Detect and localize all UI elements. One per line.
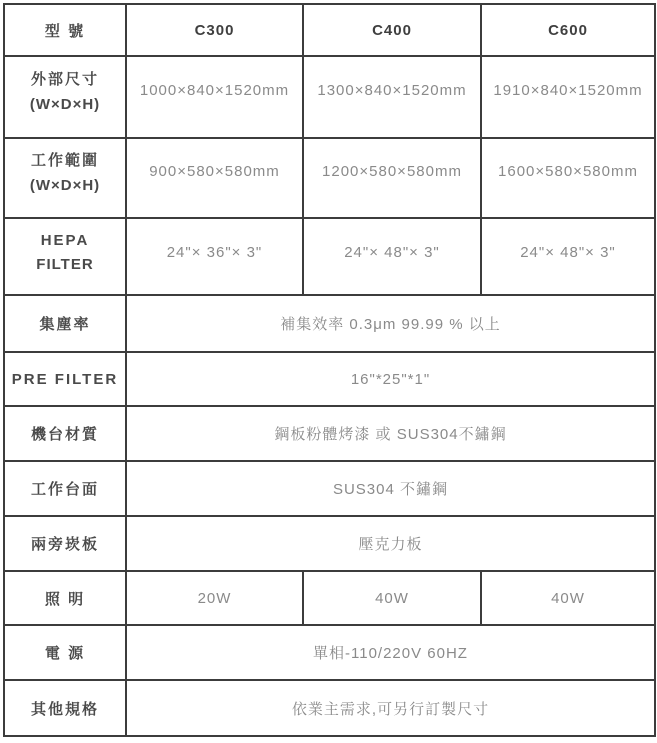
span-value-cell: SUS304 不鏽鋼	[126, 461, 655, 516]
row-label: 其他規格	[30, 700, 99, 718]
row-label-cell	[4, 138, 126, 218]
model-header-c400: C400	[303, 4, 481, 56]
row-label-cell	[4, 571, 126, 625]
row-label-cell	[4, 406, 126, 461]
table-row-other-specs	[4, 680, 655, 736]
table-row-outer-dimensions	[4, 56, 655, 138]
table-row-work-range	[4, 138, 655, 218]
table-row-lighting	[4, 571, 655, 625]
table-row-power	[4, 625, 655, 680]
row-label: 照 明	[44, 590, 86, 608]
value-cell: 40W	[481, 571, 655, 625]
row-label: 電 源	[44, 645, 86, 662]
row-label-cell	[4, 680, 126, 736]
row-label-cell	[4, 352, 126, 406]
value-cell: 900×580×580mm	[126, 138, 303, 218]
row-label-line2: FILTER	[36, 256, 94, 273]
value-cell: 1300×840×1520mm	[303, 56, 481, 138]
row-label-cell	[4, 295, 126, 352]
value-cell: 1600×580×580mm	[481, 138, 655, 218]
model-header-c300: C300	[126, 4, 303, 56]
table-row-pre-filter	[4, 352, 655, 406]
span-value-cell: 補集效率 0.3μm 99.99 % 以上	[126, 295, 655, 352]
table-row-hepa-filter	[4, 218, 655, 295]
value-cell: 20W	[126, 571, 303, 625]
row-label-cell	[4, 461, 126, 516]
row-label-cell	[4, 218, 126, 295]
header-label-cell: 型 號	[4, 4, 126, 56]
row-label: 工作範圍	[30, 151, 99, 169]
value-cell: 24"× 48"× 3"	[303, 218, 481, 295]
row-label: 外部尺寸	[30, 70, 99, 88]
span-value-cell: 依業主需求,可另行訂製尺寸	[126, 680, 655, 736]
row-label: HEPA	[40, 232, 90, 249]
value-cell: 24"× 36"× 3"	[126, 218, 303, 295]
value-cell: 24"× 48"× 3"	[481, 218, 655, 295]
spec-table	[3, 3, 656, 737]
value-cell: 1000×840×1520mm	[126, 56, 303, 138]
model-header-c600: C600	[481, 4, 655, 56]
table-row-side-panels	[4, 516, 655, 571]
row-label-cell	[4, 56, 126, 138]
row-label-cell	[4, 625, 126, 680]
span-value-cell: 單相-110/220V 60HZ	[126, 625, 655, 680]
span-value-cell: 壓克力板	[126, 516, 655, 571]
table-row-machine-material	[4, 406, 655, 461]
row-label: 工作台面	[30, 481, 99, 498]
row-label: 兩旁崁板	[30, 536, 99, 553]
value-cell: 40W	[303, 571, 481, 625]
row-label-cell	[4, 516, 126, 571]
row-label-line2: (W×D×H)	[29, 176, 101, 194]
table-row-dust-collection	[4, 295, 655, 352]
value-cell: 1200×580×580mm	[303, 138, 481, 218]
header-row	[4, 4, 655, 56]
row-label: 機台材質	[30, 426, 99, 443]
span-value-cell: 16"*25"*1"	[126, 352, 655, 406]
table-row-worktop	[4, 461, 655, 516]
span-value-cell: 鋼板粉體烤漆 或 SUS304不鏽鋼	[126, 406, 655, 461]
value-cell: 1910×840×1520mm	[481, 56, 655, 138]
row-label: 集塵率	[39, 316, 91, 333]
row-label-line2: (W×D×H)	[29, 95, 101, 113]
row-label: PRE FILTER	[11, 370, 119, 388]
